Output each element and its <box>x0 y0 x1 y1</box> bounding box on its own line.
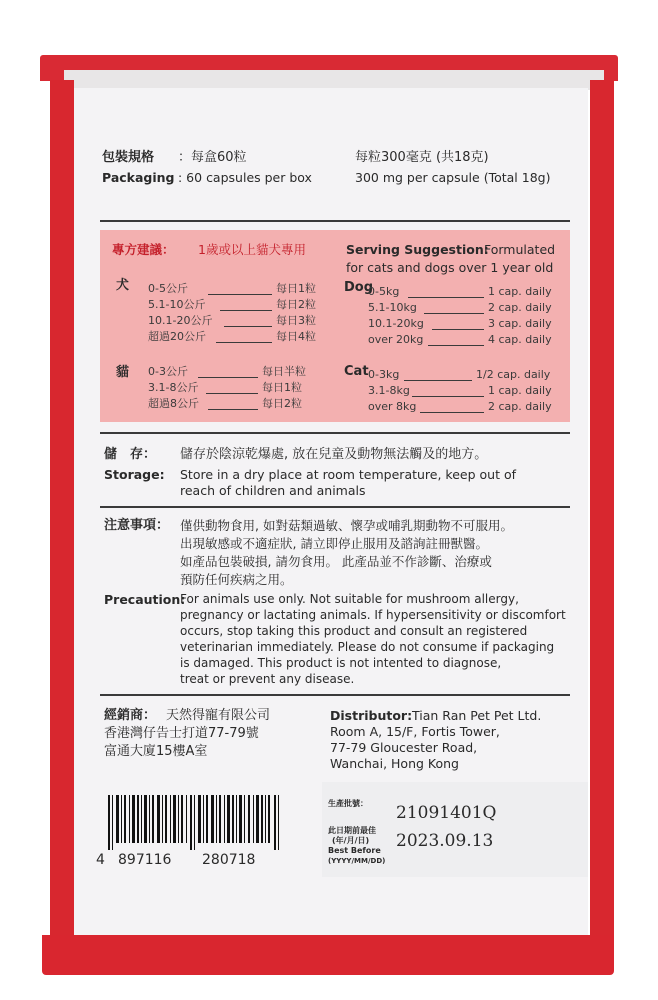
best-before-label-zh-1: 此日期前最佳 <box>328 826 376 835</box>
best-before-label-en: Best Before <box>328 846 381 855</box>
precaution-text-en-1: For animals use only. Not suitable for mushroom allergy, <box>180 592 519 606</box>
cat-row-en-weight: 0-3kg <box>368 368 400 381</box>
batch-label: 生產批號： <box>328 799 368 808</box>
serving-subtitle-en-2: for cats and dogs over 1 year old <box>346 260 554 275</box>
barcode-digits-right: 280718 <box>202 852 256 868</box>
distributor-address-en-2: 77-79 Gloucester Road, <box>330 740 478 755</box>
dose-leader-line <box>206 393 258 394</box>
dog-row-zh-dose: 每日1粒 <box>276 282 316 295</box>
distributor-address-en-3: Wanchai, Hong Kong <box>330 756 459 771</box>
precaution-text-zh-4: 預防任何疾病之用。 <box>180 572 293 587</box>
dog-row-zh-weight: 5.1-10公斤 <box>148 298 206 311</box>
cat-row-en-dose: 1/2 cap. daily <box>476 368 551 381</box>
precaution-text-en-2: pregnancy or lactating animals. If hypersensitivity or discomfort <box>180 608 566 622</box>
dose-leader-line <box>408 297 484 298</box>
precaution-text-en-3: occurs, stop taking this product and consult an registered <box>180 624 528 638</box>
dose-leader-line <box>220 310 272 311</box>
dog-row-en-dose: 4 cap. daily <box>488 333 552 346</box>
distributor-label-zh: 經銷商： <box>104 708 157 723</box>
dose-leader-line <box>208 409 258 410</box>
packaging-weight-zh: 每粒300毫克 (共18克) <box>355 150 489 165</box>
cat-label-en: Cat <box>344 364 369 379</box>
precaution-text-zh-1: 僅供動物食用, 如對菇類過敏、懷孕或哺乳期動物不可服用。 <box>180 518 513 533</box>
dog-row-zh-dose: 每日2粒 <box>276 298 316 311</box>
precaution-text-en-4: veterinarian immediately. Please do not consume if packaging <box>180 640 555 654</box>
precaution-text-zh-3: 如產品包裝破損, 請勿食用。 此產品並不作診斷、治療或 <box>180 554 492 569</box>
best-before-format: (YYYY/MM/DD) <box>328 857 386 865</box>
cat-row-zh-weight: 0-3公斤 <box>148 365 188 378</box>
cat-row-en-dose: 1 cap. daily <box>488 384 552 397</box>
cat-row-en-weight: over 8kg <box>368 400 417 413</box>
cat-row-zh-dose: 每日半粒 <box>262 365 306 378</box>
serving-title-zh: 專方建議： <box>112 242 175 257</box>
dose-leader-line <box>198 377 258 378</box>
dog-row-en-weight: 10.1-20kg <box>368 317 424 330</box>
batch-number: 21091401Q <box>396 803 497 823</box>
dog-row-zh-weight: 超過20公斤 <box>148 330 206 343</box>
packaging-capsules-en: : 60 capsules per box <box>178 170 312 185</box>
divider <box>100 506 570 508</box>
storage-text-zh: 儲存於陰涼乾爆處, 放在兒童及動物無法觸及的地方。 <box>180 447 488 462</box>
dose-leader-line <box>412 396 484 397</box>
dog-label-zh: 犬 <box>116 278 130 293</box>
cat-row-zh-weight: 3.1-8公斤 <box>148 381 199 394</box>
cat-label-zh: 貓 <box>116 365 130 380</box>
dog-row-en-dose: 1 cap. daily <box>488 285 552 298</box>
dose-leader-line <box>420 412 484 413</box>
dose-leader-line <box>432 329 484 330</box>
precaution-text-en-6: treat or prevent any disease. <box>180 672 355 686</box>
cat-row-zh-dose: 每日1粒 <box>262 381 302 394</box>
storage-text-en-1: Store in a dry place at room temperature, keep out of <box>180 467 516 482</box>
packaging-label-en: Packaging <box>102 170 175 185</box>
dog-row-zh-dose: 每日4粒 <box>276 330 316 343</box>
packaging-weight-en: 300 mg per capsule (Total 18g) <box>355 170 551 185</box>
serving-subtitle-en-1: Formulated <box>484 242 556 257</box>
best-before-label-zh-2: (年/月/日) <box>332 836 370 845</box>
dog-row-en-weight: 0-5kg <box>368 285 400 298</box>
distributor-name-zh: 天然得寵有限公司 <box>166 708 271 723</box>
precaution-text-en-5: is damaged. This product is not intented to diagnose, <box>180 656 502 670</box>
box-left-side <box>50 80 74 940</box>
serving-subtitle-zh: 1歲或以上貓犬專用 <box>198 242 306 257</box>
serving-title-en: Serving Suggestion: <box>346 242 489 257</box>
best-before-date: 2023.09.13 <box>396 831 494 851</box>
dose-leader-line <box>208 294 272 295</box>
divider <box>100 694 570 696</box>
dog-row-en-weight: over 20kg <box>368 333 424 346</box>
dog-row-zh-weight: 10.1-20公斤 <box>148 314 213 327</box>
dog-row-en-dose: 3 cap. daily <box>488 317 552 330</box>
storage-label-zh: 儲 存： <box>104 447 157 462</box>
barcode <box>108 795 280 850</box>
dog-row-en-weight: 5.1-10kg <box>368 301 417 314</box>
precaution-text-zh-2: 出現敏感或不適症狀, 請立即停止服用及諮詢註冊獸醫。 <box>180 536 488 551</box>
dose-leader-line <box>224 326 272 327</box>
precaution-label-en: Precaution: <box>104 592 186 607</box>
cat-row-en-weight: 3.1-8kg <box>368 384 410 397</box>
packaging-capsules-zh: ：每盒60粒 <box>178 150 247 165</box>
storage-label-en: Storage: <box>104 467 165 482</box>
dose-leader-line <box>424 313 484 314</box>
distributor-name-en: Tian Ran Pet Pet Ltd. <box>412 708 542 723</box>
distributor-label-en: Distributor: <box>330 708 413 723</box>
dog-row-en-dose: 2 cap. daily <box>488 301 552 314</box>
dog-row-zh-dose: 每日3粒 <box>276 314 316 327</box>
distributor-address-zh-1: 香港灣仔告士打道77-79號 <box>104 726 259 741</box>
barcode-digit-prefix: 4 <box>96 852 105 868</box>
cat-row-zh-weight: 超過8公斤 <box>148 397 199 410</box>
barcode-digits-left: 897116 <box>118 852 172 868</box>
cat-row-zh-dose: 每日2粒 <box>262 397 302 410</box>
packaging-label-zh: 包裝規格 <box>102 150 155 165</box>
dose-leader-line <box>404 380 472 381</box>
dog-row-zh-weight: 0-5公斤 <box>148 282 188 295</box>
distributor-address-en-1: Room A, 15/F, Fortis Tower, <box>330 724 500 739</box>
dog-label-en: Dog <box>344 280 374 295</box>
dose-leader-line <box>428 345 484 346</box>
cat-row-en-dose: 2 cap. daily <box>488 400 552 413</box>
dose-leader-line <box>216 342 272 343</box>
divider <box>100 432 570 434</box>
precaution-label-zh: 注意事項： <box>104 518 170 533</box>
distributor-address-zh-2: 富通大廈15樓A室 <box>104 744 208 759</box>
box-top-inner-flap <box>64 70 604 90</box>
divider <box>100 220 570 222</box>
box-right-side <box>590 80 614 940</box>
storage-text-en-2: reach of children and animals <box>180 483 366 498</box>
box-bottom-flap <box>42 935 614 975</box>
